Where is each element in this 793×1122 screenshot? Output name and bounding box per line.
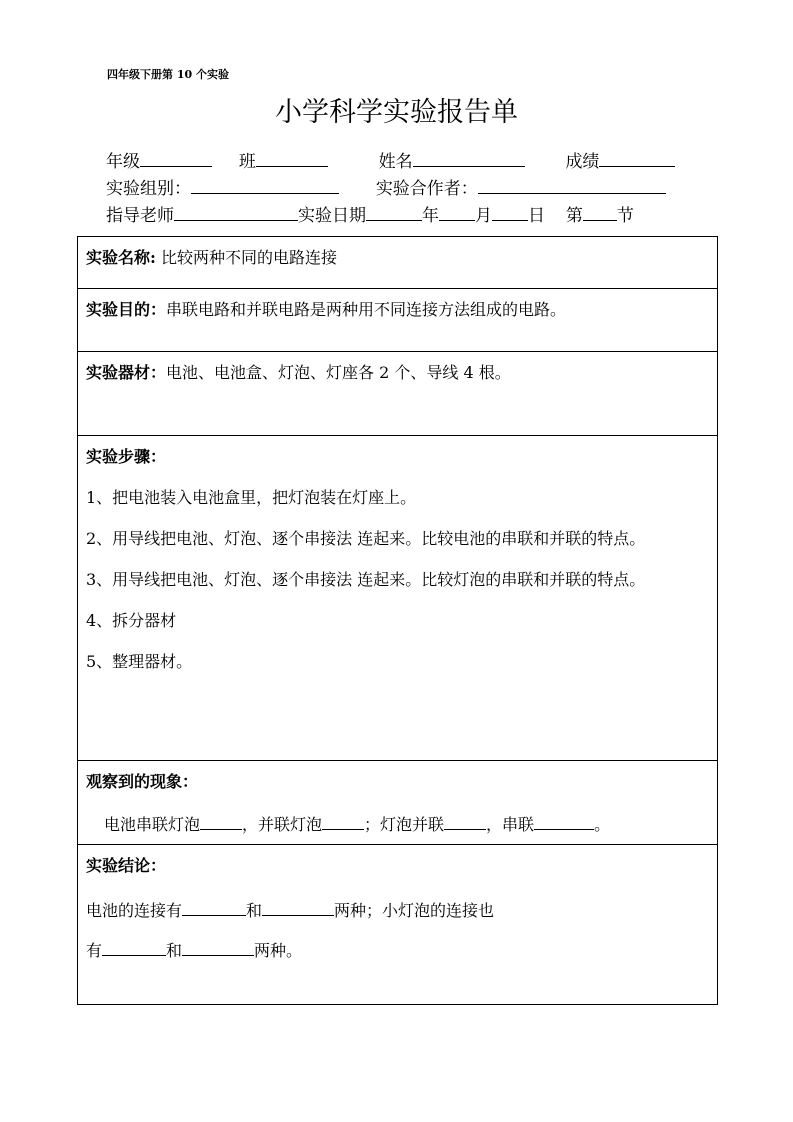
conclusion-line-1 bbox=[86, 899, 494, 920]
row-observation bbox=[78, 761, 718, 845]
conclusion-text-6: 两种。 bbox=[254, 941, 303, 960]
conclusion-text-3: 两种；小灯泡的连接也 bbox=[334, 901, 495, 920]
conclusion-text-1: 电池的连接有 bbox=[86, 901, 183, 920]
step-4: 4、拆分器材 bbox=[86, 611, 177, 630]
observation-text-2: ，并联灯泡 bbox=[242, 815, 323, 834]
row-steps bbox=[78, 436, 718, 761]
teacher-label: 指导老师 bbox=[106, 206, 174, 226]
steps-label: 实验步骤： bbox=[86, 447, 167, 466]
row-conclusion bbox=[78, 845, 718, 1005]
materials-value: 电池、电池盒、灯泡、灯座各 2 个、导线 4 根。 bbox=[166, 363, 511, 382]
conclusion-blank-3[interactable] bbox=[102, 939, 166, 956]
observation-label: 观察到的现象： bbox=[86, 772, 199, 791]
conclusion-text-4: 有 bbox=[86, 941, 103, 960]
grade-blank[interactable] bbox=[140, 150, 212, 167]
group-blank[interactable] bbox=[191, 177, 339, 194]
conclusion-line-2 bbox=[86, 939, 302, 960]
observation-blank-3[interactable] bbox=[444, 813, 486, 830]
observation-text-1: 电池串联灯泡 bbox=[104, 815, 201, 834]
step-1: 1、把电池装入电池盒里，把灯泡装在灯座上。 bbox=[86, 488, 417, 507]
report-table bbox=[77, 236, 718, 1005]
observation-text-4: ，串联 bbox=[486, 815, 535, 834]
materials-label: 实验器材： bbox=[86, 363, 167, 382]
experiment-name-label: 实验名称: bbox=[86, 248, 156, 267]
class-blank[interactable] bbox=[256, 150, 328, 167]
step-3: 3、用导线把电池、灯泡、逐个串接法 连起来。比较灯泡的串联和并联的特点。 bbox=[86, 570, 646, 589]
conclusion-text-2: 和 bbox=[246, 901, 263, 920]
page-title: 小学科学实验报告单 bbox=[275, 97, 518, 128]
date-label: 实验日期 bbox=[298, 206, 366, 226]
month-label: 月 bbox=[475, 206, 492, 226]
grade-label: 年级 bbox=[106, 152, 140, 172]
observation-text-5: 。 bbox=[594, 815, 611, 834]
name-label: 姓名 bbox=[378, 152, 413, 172]
info-row-3 bbox=[106, 201, 634, 226]
conclusion-label: 实验结论： bbox=[86, 856, 167, 875]
period-prefix: 第 bbox=[565, 206, 583, 226]
step-2: 2、用导线把电池、灯泡、逐个串接法 连起来。比较电池的串联和并联的特点。 bbox=[86, 529, 646, 548]
partner-label: 实验合作者： bbox=[375, 179, 478, 199]
info-row-1 bbox=[106, 147, 675, 172]
month-blank[interactable] bbox=[439, 204, 475, 221]
purpose-value: 串联电路和并联电路是两种用不同连接方法组成的电路。 bbox=[166, 300, 567, 319]
group-label: 实验组别： bbox=[106, 179, 191, 199]
name-blank[interactable] bbox=[413, 150, 525, 167]
purpose-label: 实验目的： bbox=[86, 300, 167, 319]
row-experiment-name bbox=[78, 237, 718, 289]
info-row-2 bbox=[106, 174, 666, 199]
day-blank[interactable] bbox=[492, 204, 528, 221]
experiment-name-value: 比较两种不同的电路连接 bbox=[161, 248, 338, 267]
observation-text-3: ；灯泡并联 bbox=[364, 815, 445, 834]
period-blank[interactable] bbox=[583, 204, 617, 221]
observation-blank-1[interactable] bbox=[200, 813, 242, 830]
period-suffix: 节 bbox=[616, 206, 634, 226]
score-label: 成绩 bbox=[565, 152, 600, 172]
score-blank[interactable] bbox=[599, 150, 675, 167]
class-label: 班 bbox=[238, 152, 256, 172]
conclusion-text-5: 和 bbox=[166, 941, 183, 960]
observation-blank-2[interactable] bbox=[322, 813, 364, 830]
step-5: 5、整理器材。 bbox=[86, 652, 193, 671]
observation-line bbox=[104, 813, 610, 834]
partner-blank[interactable] bbox=[478, 177, 666, 194]
conclusion-blank-4[interactable] bbox=[182, 939, 254, 956]
year-blank[interactable] bbox=[366, 204, 422, 221]
conclusion-blank-2[interactable] bbox=[262, 899, 334, 916]
teacher-blank[interactable] bbox=[174, 204, 298, 221]
year-label: 年 bbox=[422, 206, 439, 226]
row-materials bbox=[78, 352, 718, 436]
day-label: 日 bbox=[528, 206, 545, 226]
conclusion-blank-1[interactable] bbox=[182, 899, 246, 916]
row-purpose bbox=[78, 289, 718, 352]
grade-tag: 四年级下册第 10 个实验 bbox=[107, 68, 229, 81]
observation-blank-4[interactable] bbox=[534, 813, 594, 830]
